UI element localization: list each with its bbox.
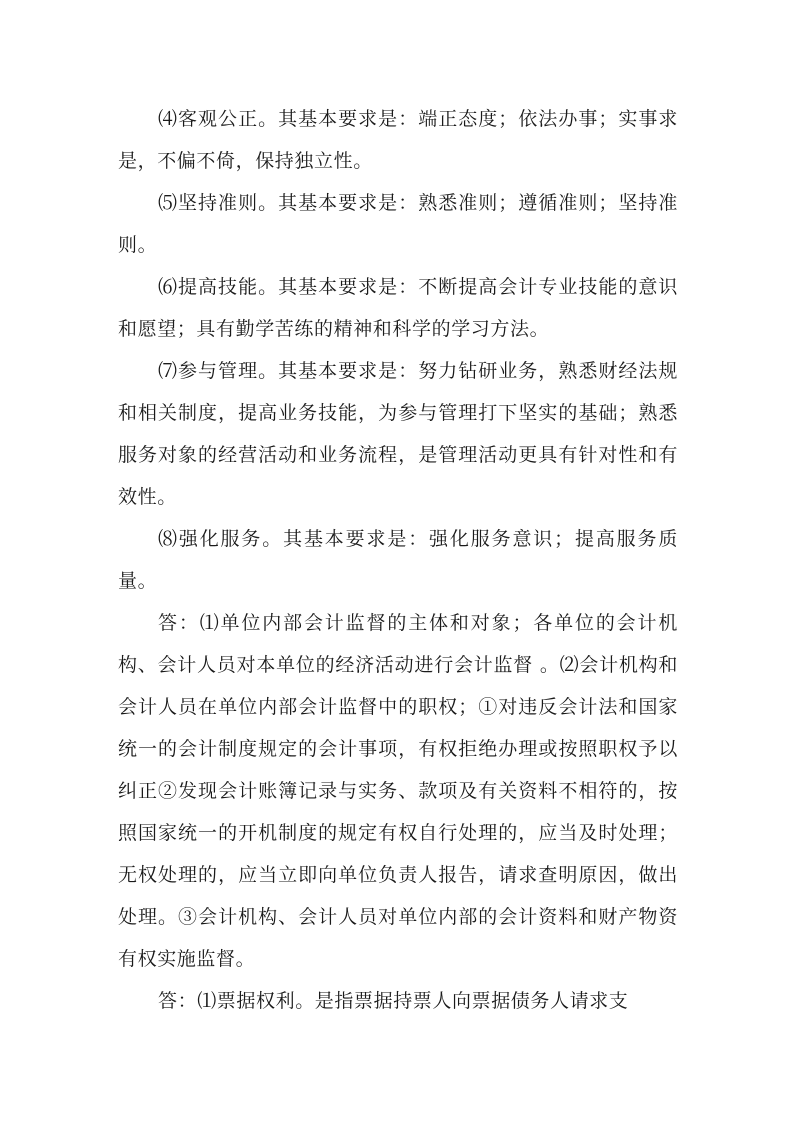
paragraph-improve-skills: ⑹提高技能。其基本要求是：不断提高会计专业技能的意识和愿望；具有勤学苦练的精神和科学的学习方法。 — [118, 276, 678, 340]
paragraph-participate-management: ⑺参与管理。其基本要求是：努力钻研业务，熟悉财经法规和相关制度，提高业务技能，为参与管理打下坚实的基础；熟悉服务对象的经营活动和业务流程，是管理活动更具有针对性和有效性。 — [118, 360, 678, 508]
body-text — [118, 98, 678, 1022]
paragraph-adhere-standards: ⑸坚持准则。其基本要求是：熟悉准则；遵循准则；坚持准则。 — [118, 192, 678, 256]
paragraph-objective-fair: ⑷客观公正。其基本要求是：端正态度；依法办事；实事求是，不偏不倚，保持独立性。 — [118, 108, 678, 172]
paragraph-strengthen-service: ⑻强化服务。其基本要求是：强化服务意识；提高服务质量。 — [118, 528, 678, 592]
paragraph-answer-internal-supervision: 答：⑴单位内部会计监督的主体和对象；各单位的会计机构、会计人员对本单位的经济活动进行会计监督 。⑵会计机构和会计人员在单位内部会计监督中的职权；①对违反会计法和国家统一的会计制度规定的会计事项，有权拒绝办理或按照职权予以纠正②发现会计账簿记录与实务、款项及有关资料不相符的，按照国家统一的开机制度的规定有权自行处理的，应当及时处理；无权处理的，应当立即向单位负责人报告，请求查明原因，做出处理。③会计机构、会计人员对单位内部的会计资料和财产物资有权实施监督。 — [118, 612, 678, 970]
paragraph-answer-bill-rights: 答：⑴票据权利。是指票据持票人向票据债务人请求支 — [158, 990, 629, 1012]
